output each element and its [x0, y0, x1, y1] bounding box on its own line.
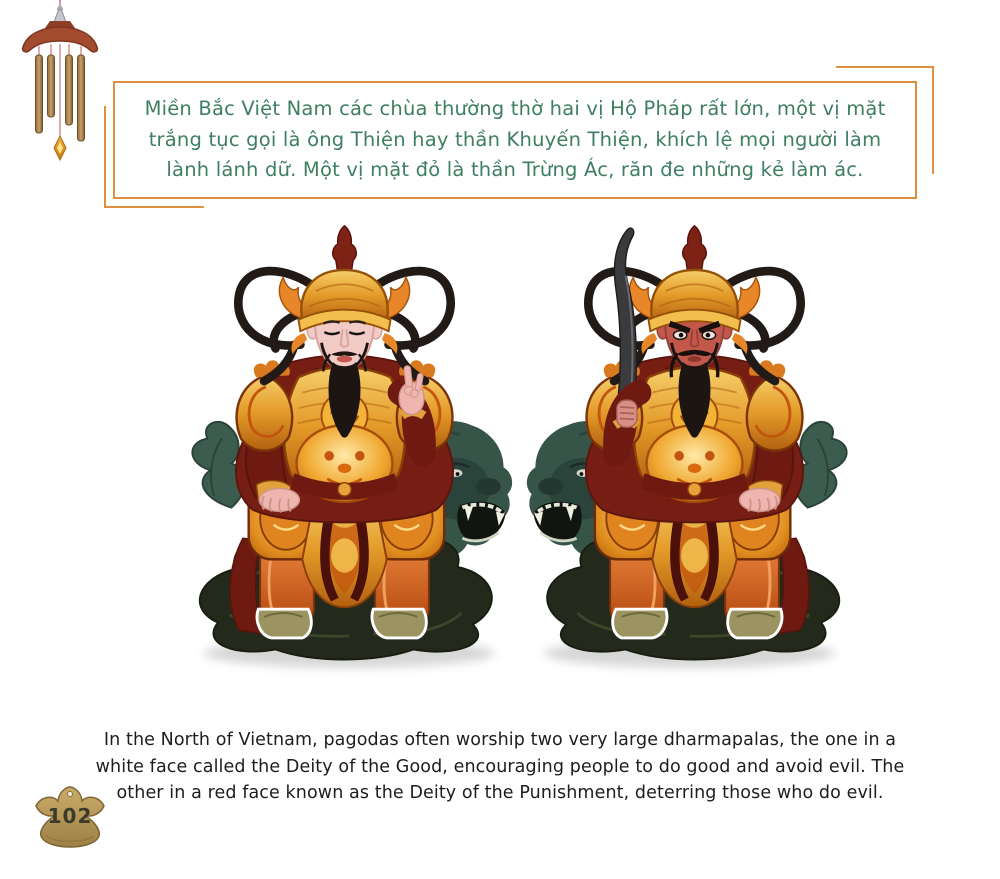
english-caption — [70, 727, 930, 807]
page-number-badge — [28, 780, 112, 850]
intro-line: trắng tục gọi là ông Thiện hay thần Khuyến Thiện, khích lệ mọi người làm — [148, 127, 882, 151]
intro-text-box — [113, 81, 917, 199]
caption-line: In the North of Vietnam, pagodas often worship two very large dharmapalas, the one in a — [103, 730, 897, 750]
caption-line: white face called the Deity of the Good, encouraging people to do good and avoid evil. The — [95, 756, 905, 777]
dharmapala-illustration — [0, 222, 1000, 702]
intro-line: lành lánh dữ. Một vị mặt đỏ là thần Trừng Ác, răn đe những kẻ làm ác. — [166, 158, 864, 182]
intro-line: Miền Bắc Việt Nam các chùa thường thờ hai vị Hộ Pháp rất lớn, một vị mặt — [144, 97, 886, 121]
wind-chime-icon — [14, 0, 106, 172]
page-number: 102 — [47, 804, 93, 828]
red-faced-guardian-statue-icon — [522, 222, 867, 682]
caption-line: other in a red face known as the Deity of the Punishment, deterring those who do evil. — [116, 783, 884, 803]
white-faced-guardian-statue-icon — [172, 222, 517, 682]
